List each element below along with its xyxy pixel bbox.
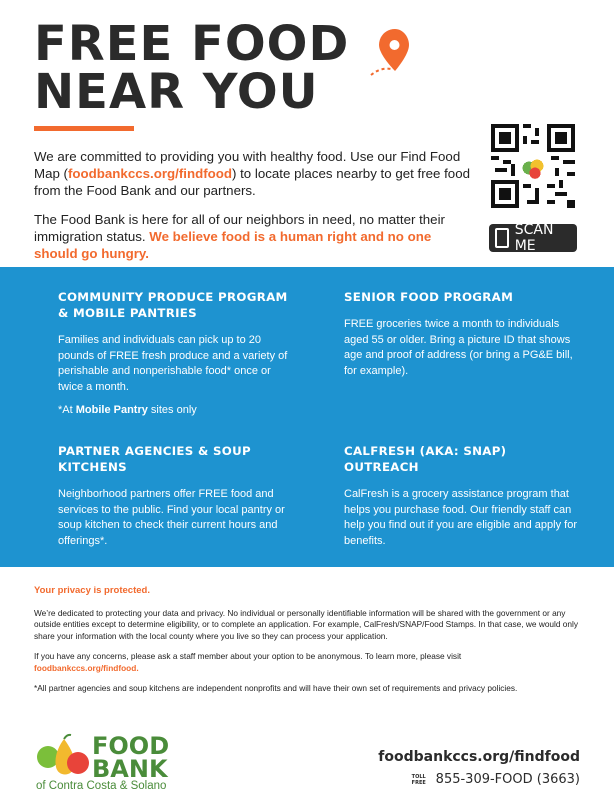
logo-subtitle: of Contra Costa & Solano (36, 780, 167, 792)
note-text: *At (58, 404, 76, 416)
privacy-paragraph-3: *All partner agencies and soup kitchens are independent nonprofits and will have their own set of requirements and privacy policies. (34, 683, 518, 693)
scan-me-label: SCAN ME (514, 222, 554, 254)
footer-phone (412, 772, 580, 787)
program-produce (58, 289, 298, 419)
privacy-text: If you have any concerns, please ask a staff member about your option to be anonymous. To learn more, please visit (34, 651, 462, 661)
privacy-link[interactable]: foodbankccs.org/findfood. (34, 662, 139, 673)
intro-text-c: The Food Bank is here for all of our neighbors in need, no matter their immigration status. (34, 212, 445, 244)
intro-paragraph-1 (34, 148, 474, 199)
phone-icon (495, 228, 509, 248)
human-right-statement: We believe food is a human right and no one should go hungry. (34, 229, 432, 261)
phone-number[interactable]: 855-309-FOOD (3663) (435, 772, 580, 787)
location-pin-icon (365, 27, 409, 81)
intro-text-a: We are committed to providing you with healthy food. Use our Find Food Map ( (34, 149, 461, 181)
program-description: Families and individuals can pick up to 20 pounds of FREE fresh produce and a variety of perishable and nonperishable food* once or twice a month. (58, 334, 288, 393)
privacy-paragraph-2 (34, 651, 594, 674)
program-partners (58, 443, 298, 549)
privacy-section (34, 585, 594, 704)
title-line-2: NEAR YOU (34, 64, 319, 120)
qr-code[interactable] (491, 124, 575, 208)
toll-free-label (412, 774, 428, 786)
intro-paragraph-2 (34, 211, 474, 262)
program-heading: SENIOR FOOD PROGRAM (344, 290, 514, 304)
logo-line-1: FOOD (92, 732, 170, 760)
fruit-logo-icon (34, 733, 94, 781)
program-calfresh (344, 443, 584, 549)
program-heading: PARTNER AGENCIES & SOUP KITCHENS (58, 444, 251, 474)
find-food-link[interactable]: foodbankccs.org/findfood (68, 166, 232, 181)
privacy-title: Your privacy is protected. (34, 585, 150, 596)
program-senior (344, 289, 584, 379)
page-title (34, 16, 350, 120)
scan-me-button[interactable] (489, 224, 577, 252)
logo-wordmark (92, 732, 170, 783)
program-description: Neighborhood partners offer FREE food and services to the public. Find your local pantry or soup kitchen to check their current hours and offerings*. (58, 488, 285, 547)
program-heading: CALFRESH (AKA: SNAP) OUTREACH (344, 444, 507, 474)
logo-line-2: BANK (92, 755, 168, 783)
title-underline (34, 126, 134, 131)
privacy-paragraph-1: We’re dedicated to protecting your data and privacy. No individual or personally identifiable information will be shared with the government or any outside entities except to determine eligibility, or to complete an application. For example, CalFresh/SNAP/Food Stamps. In that case, we would only share your information with the local county where you live so they can process your application. (34, 607, 579, 641)
program-description: CalFresh is a grocery assistance program that helps you purchase food. Our friendly staff can help you find out if you are eligible and apply for benefits. (344, 488, 577, 547)
title-line-1: FREE FOOD (34, 16, 350, 72)
footer-url-link[interactable]: foodbankccs.org/findfood (378, 749, 580, 765)
program-description: FREE groceries twice a month to individuals aged 55 or older. Bring a picture ID that shows age and proof of address (or bring a PG&E bill, for example). (344, 318, 573, 377)
intro-text-b: ) to locate places nearby to get free food from the Food Bank and our partners. (34, 166, 470, 198)
note-bold: Mobile Pantry (75, 404, 148, 416)
program-heading: COMMUNITY PRODUCE PROGRAM & MOBILE PANTRIES (58, 290, 288, 320)
program-note (58, 403, 298, 419)
programs-section (0, 267, 614, 567)
note-text-end: sites only (147, 404, 197, 416)
toll-free-line-1: TOLL (411, 773, 426, 780)
toll-free-line-2: FREE (411, 779, 426, 786)
intro-text (34, 148, 474, 274)
